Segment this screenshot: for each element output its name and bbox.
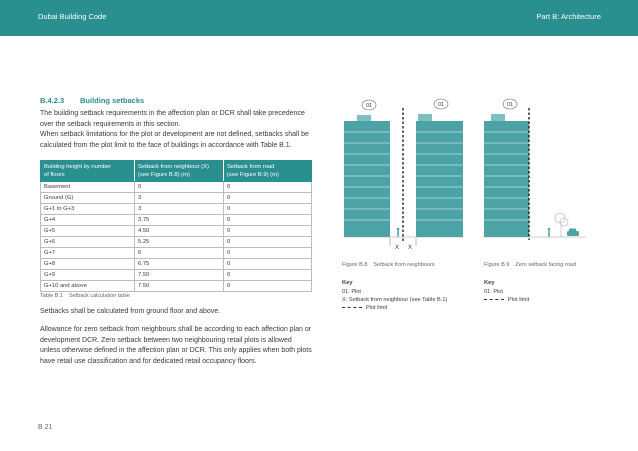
table-cell: G+7 bbox=[41, 248, 135, 259]
figure-b9-key-title: Key bbox=[484, 280, 495, 286]
table-caption bbox=[40, 293, 130, 299]
figure-b8-caption bbox=[342, 262, 435, 268]
svg-text:01: 01 bbox=[437, 102, 445, 108]
car-icon bbox=[567, 229, 579, 237]
table-cell: 0 bbox=[224, 226, 312, 237]
table-cell: G+4 bbox=[41, 215, 135, 226]
table-header-cell: Building height by number of floors bbox=[41, 161, 135, 182]
figure-b9-caption-number: Figure B.9 bbox=[484, 262, 510, 268]
part-title: Part B: Architecture bbox=[536, 12, 601, 21]
neighbour-building-left bbox=[344, 115, 390, 237]
table-cell: 0 bbox=[135, 182, 224, 193]
plot-badge-left bbox=[362, 100, 376, 110]
table-cell: 0 bbox=[224, 281, 312, 292]
table-header-row bbox=[41, 161, 312, 182]
table-cell: 0 bbox=[224, 270, 312, 281]
table-cell: G+1 to G+3 bbox=[41, 204, 135, 215]
dashed-line-icon bbox=[342, 307, 362, 308]
plot-badge-right bbox=[434, 99, 448, 109]
table-cell: G+5 bbox=[41, 226, 135, 237]
table-cell: 3 bbox=[135, 204, 224, 215]
table-row bbox=[41, 281, 312, 292]
table-cell: 0 bbox=[224, 215, 312, 226]
table-row bbox=[41, 215, 312, 226]
table-cell: 7.50 bbox=[135, 281, 224, 292]
figure-b9-caption bbox=[484, 262, 576, 268]
table-cell: 6.75 bbox=[135, 259, 224, 270]
table-cell: 4.50 bbox=[135, 226, 224, 237]
table-row bbox=[41, 259, 312, 270]
table-cell: 0 bbox=[224, 182, 312, 193]
svg-text:01: 01 bbox=[365, 103, 373, 109]
table-cell: 6 bbox=[135, 248, 224, 259]
figure-b9-key-plot: 01: Plot bbox=[484, 289, 503, 295]
pedestrian-icon bbox=[548, 228, 551, 237]
plot-badge-road bbox=[503, 99, 517, 109]
table-cell: 3 bbox=[135, 193, 224, 204]
svg-text:01: 01 bbox=[506, 102, 514, 108]
figure-b8-caption-text: Setback from neighbours bbox=[373, 262, 435, 268]
table-row bbox=[41, 193, 312, 204]
table-cell: 3.75 bbox=[135, 215, 224, 226]
table-row bbox=[41, 270, 312, 281]
table-cell: 0 bbox=[224, 237, 312, 248]
table-header-cell: Setback from neighbour (X) (see Figure B.8) (m) bbox=[135, 161, 224, 182]
table-cell: G+6 bbox=[41, 237, 135, 248]
setback-x-label-left: X bbox=[394, 245, 400, 251]
paragraph-precedence: The building setback requirements in the affection plan or DCR shall take precedence over the setback requirements in this section. bbox=[40, 110, 305, 128]
neighbour-building-right bbox=[416, 114, 463, 237]
table-cell: 7.50 bbox=[135, 270, 224, 281]
table-cell: Basement bbox=[41, 182, 135, 193]
table-row bbox=[41, 182, 312, 193]
table-cell: G+9 bbox=[41, 270, 135, 281]
figure-b8-key-plot-limit: Plot limit bbox=[342, 305, 387, 311]
table-row bbox=[41, 204, 312, 215]
table-cell: 0 bbox=[224, 259, 312, 270]
table-row bbox=[41, 237, 312, 248]
dashed-line-icon bbox=[484, 299, 504, 300]
table-caption-number: Table B.1 bbox=[40, 293, 63, 299]
table-row bbox=[41, 226, 312, 237]
section-title: Building setbacks bbox=[80, 96, 145, 105]
table-cell: 5.25 bbox=[135, 237, 224, 248]
table-cell: 0 bbox=[224, 204, 312, 215]
road-facing-building bbox=[484, 114, 529, 237]
setback-figures bbox=[340, 95, 590, 255]
figure-b8-key-setback: X: Setback from neighbour (see Table B.1) bbox=[342, 297, 448, 303]
paragraph-zero-setback: Allowance for zero setback from neighbours shall be according to each affection plan or development DCR. Zero setback between two neighbouring retail plots is allowed unless otherwise defined in the affection plan or DCR. This only applies when both plots have retail use classification and for dedicated retail occupancy floors. bbox=[40, 326, 312, 365]
figure-b8-key-title: Key bbox=[342, 280, 353, 286]
person-icon bbox=[397, 228, 400, 237]
table-cell: G+8 bbox=[41, 259, 135, 270]
section-number: B.4.2.3 bbox=[40, 96, 65, 105]
setback-calculation-table bbox=[40, 160, 312, 292]
paragraph-setback-limitations: When setback limitations for the plot or development are not defined, setbacks shall be calculated from the plot limit to the face of buildings in accordance with Table B.1. bbox=[40, 131, 309, 149]
paragraph-ground-floor: Setbacks shall be calculated from ground floor and above. bbox=[40, 308, 221, 315]
table-caption-text: Setback calculation table bbox=[68, 293, 130, 299]
setback-x-label-right: X bbox=[407, 245, 413, 251]
figure-b8-caption-number: Figure B.8 bbox=[342, 262, 368, 268]
table-header-cell: Setback from road (see Figure B.9) (m) bbox=[224, 161, 312, 182]
table-cell: 0 bbox=[224, 193, 312, 204]
page-number: B 21 bbox=[38, 424, 53, 431]
figure-b8-key-plot: 01: Plot bbox=[342, 289, 361, 295]
document-title: Dubai Building Code bbox=[38, 12, 107, 21]
table-cell: Ground (G) bbox=[41, 193, 135, 204]
page-header bbox=[0, 0, 638, 36]
tree-icon bbox=[555, 213, 568, 237]
table-cell: G+10 and above bbox=[41, 281, 135, 292]
figure-b9-key-plot-limit: Plot limit bbox=[484, 297, 529, 303]
table-row bbox=[41, 248, 312, 259]
figure-b9-caption-text: Zero setback facing road bbox=[515, 262, 576, 268]
table-cell: 0 bbox=[224, 248, 312, 259]
